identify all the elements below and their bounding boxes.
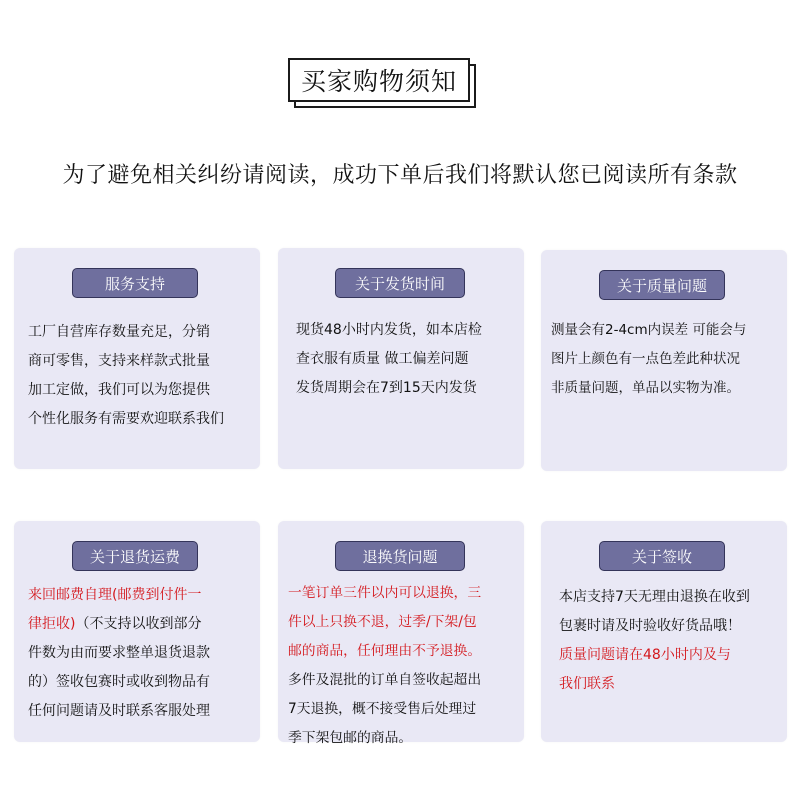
notice-text: 为了避免相关纠纷请阅读，成功下单后我们将默认您已阅读所有条款 bbox=[62, 163, 738, 188]
card-line: 件数为由而要求整单退货退款 bbox=[28, 645, 210, 661]
card-line: 现货48小时内发货，如本店检 bbox=[296, 322, 482, 338]
card-line-red: 来回邮费自理(邮费到付件一 bbox=[28, 587, 202, 603]
card-line: 工厂自营库存数量充足，分销 bbox=[28, 324, 210, 340]
title-box bbox=[288, 58, 474, 106]
card-title-pill: 关于质量问题 bbox=[599, 270, 725, 300]
card-line: 包裹时请及时验收好货品哦！ bbox=[559, 618, 741, 634]
card-line: 的）签收包赛时或收到物品有 bbox=[28, 674, 210, 690]
card-line-tail: （不支持以收到部分 bbox=[75, 616, 202, 632]
card-line: 季下架包邮的商品。 bbox=[288, 730, 413, 746]
card-body bbox=[28, 318, 224, 434]
card-line-red: 我们联系 bbox=[559, 676, 615, 692]
card-line: 发货周期会在7到15天内发货 bbox=[296, 380, 477, 396]
page-title: 买家购物须知 bbox=[288, 58, 470, 102]
card-title-pill: 退换货问题 bbox=[335, 541, 465, 571]
card-service-support bbox=[14, 248, 260, 469]
card-body bbox=[296, 316, 482, 403]
card-line-red: 质量问题请在48小时内及与 bbox=[559, 647, 731, 663]
card-line: 商可零售，支持来样款式批量 bbox=[28, 353, 210, 369]
card-title-pill: 关于签收 bbox=[599, 541, 725, 571]
card-line-red: 邮的商品，任何理由不予退换。 bbox=[288, 643, 482, 659]
card-body bbox=[28, 581, 210, 726]
card-line: 多件及混批的订单自签收起超出 bbox=[288, 672, 482, 688]
card-line: 查衣服有质量 做工偏差问题 bbox=[296, 351, 469, 367]
card-line: 加工定做，我们可以为您提供 bbox=[28, 382, 210, 398]
card-title-pill: 关于发货时间 bbox=[335, 268, 465, 298]
card-line: 本店支持7天无理由退换在收到 bbox=[559, 589, 750, 605]
card-line-red: 律拒收) bbox=[28, 616, 76, 632]
card-return-exchange bbox=[278, 521, 524, 746]
card-signing-receipt bbox=[541, 521, 787, 742]
card-body bbox=[288, 579, 481, 753]
card-title-pill: 关于退货运费 bbox=[72, 541, 198, 571]
card-line-red: 件以上只换不退，过季/下架/包 bbox=[288, 614, 477, 630]
card-body bbox=[559, 583, 750, 699]
card-line: 任何问题请及时联系客服处理 bbox=[28, 703, 210, 719]
card-line: 7天退换，概不接受售后处理过 bbox=[288, 701, 477, 717]
card-shipping-time bbox=[278, 248, 524, 469]
card-line: 非质量问题，单品以实物为准。 bbox=[551, 380, 740, 396]
card-line: 个性化服务有需要欢迎联系我们 bbox=[28, 411, 224, 427]
card-title-pill: 服务支持 bbox=[72, 268, 198, 298]
card-line: 测量会有2-4cm内误差 可能会与 bbox=[551, 322, 747, 338]
card-line: 图片上颜色有一点色差此种状况 bbox=[551, 351, 740, 367]
card-quality-issues bbox=[541, 250, 787, 471]
card-line-mixed bbox=[28, 610, 210, 639]
card-body bbox=[551, 316, 746, 403]
card-return-shipping bbox=[14, 521, 260, 742]
card-line-red: 一笔订单三件以内可以退换，三 bbox=[288, 585, 482, 601]
